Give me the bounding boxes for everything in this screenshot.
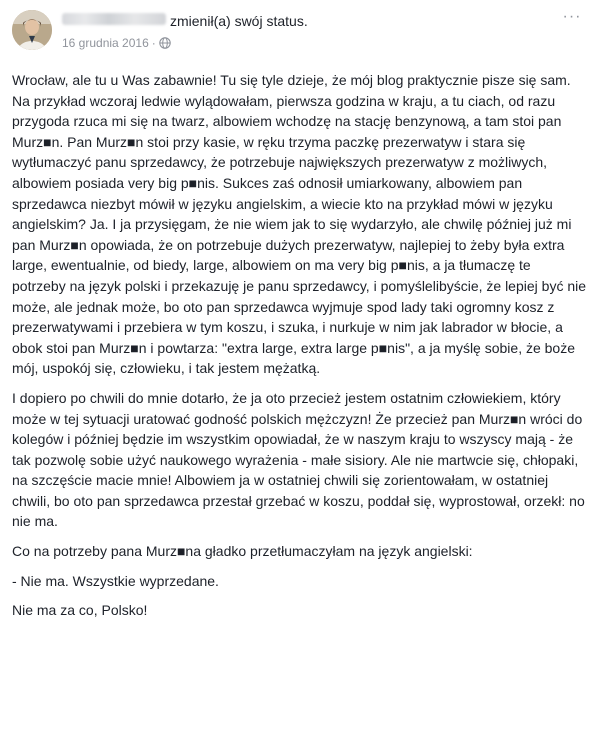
author-name[interactable]: [62, 13, 166, 25]
status-action: zmienił(a) swój status.: [170, 13, 308, 29]
more-options-icon[interactable]: ···: [562, 8, 582, 25]
post-header: [0, 0, 600, 62]
post-paragraph: I dopiero po chwili do mnie dotarło, że ja oto przecież jestem ostatnim człowiekiem, który może w tej sytuacji uratować godność polskich mężczyzn! Że przecież pan Murz■n wróci do kolegów i później będzie im wszystkim opowiadał, że w naszym kraju to wszyscy mają - że tak pozwolę sobie użyć naukowego wyrażenia - małe sisiory. Ale nie martwcie się, chłopaki, na szczęście macie mnie! Albowiem ja w ostatniej chwili się zorientowałam, w ostatniej chwili, bo oto pan sprzedawca przestał grzebać w koszu, poddał się, wyprostował, orzekł: no nie ma.: [12, 389, 585, 530]
post-paragraph: Co na potrzeby pana Murz■na gładko przetłumaczyłam na język angielski:: [12, 543, 473, 560]
post-date[interactable]: 16 grudnia 2016: [62, 36, 149, 50]
post-body: [12, 70, 588, 630]
post-paragraph: Wrocław, ale tu u Was zabawnie! Tu się tyle dzieje, że mój blog praktycznie pisze się sam. Na przykład wczoraj ledwie wylądowałam, pierwsza godzina w kraju, a tu ciach, od razu przygoda rzuca mi się na twarz, albowiem wchodzę na stację benzynową, a tam stoi pan Murz■n. Pan Murz■n stoi przy kasie, w ręku trzyma paczkę prezerwatyw i stara się wytłumaczyć panu sprzedawcy, że potrzebuje największych prezerwatyw z możliwych, albowiem posiada very big p■nis. Sukces zaś odnosił umiarkowany, albowiem pan sprzedawca niezbyt mówił w języku angielskim, a wiecie kto na przykład mówi w języku angielskim? Ja. I ja przysięgam, że nie wiem jak to się wydarzyło, ale chwilę później już mi pan Murz■n opowiada, że on potrzebuje dużych prezerwatyw, najlepiej to żeby była extra large, ewentualnie, od biedy, large, albowiem on ma very big p■nis, a ja tłumaczę te potrzeby na język polski i przekazuję je panu sprzedawcy, i pomyślelibyście, że lepiej być nie może, ale jednak może, bo oto pan sprzedawca wyjmuje spod lady taki ogromny kosz z prezerwatywami i przebiera w tym koszu, i szuka, i nurkuje w nim jak labrador w błocie, a obok stoi pan Murz■n i powtarza: "extra large, extra large p■nis", a ja myślę sobie, że boże mój, uspokój się, człowieku, i tak jestem mężatką.: [12, 72, 587, 377]
avatar-image: [12, 10, 52, 50]
post-paragraph: - Nie ma. Wszystkie wyprzedane.: [12, 572, 219, 589]
globe-icon[interactable]: [159, 37, 171, 52]
meta-separator: ·: [151, 36, 156, 50]
post-paragraph: Nie ma za co, Polsko!: [12, 602, 148, 619]
author-avatar[interactable]: [12, 10, 52, 50]
